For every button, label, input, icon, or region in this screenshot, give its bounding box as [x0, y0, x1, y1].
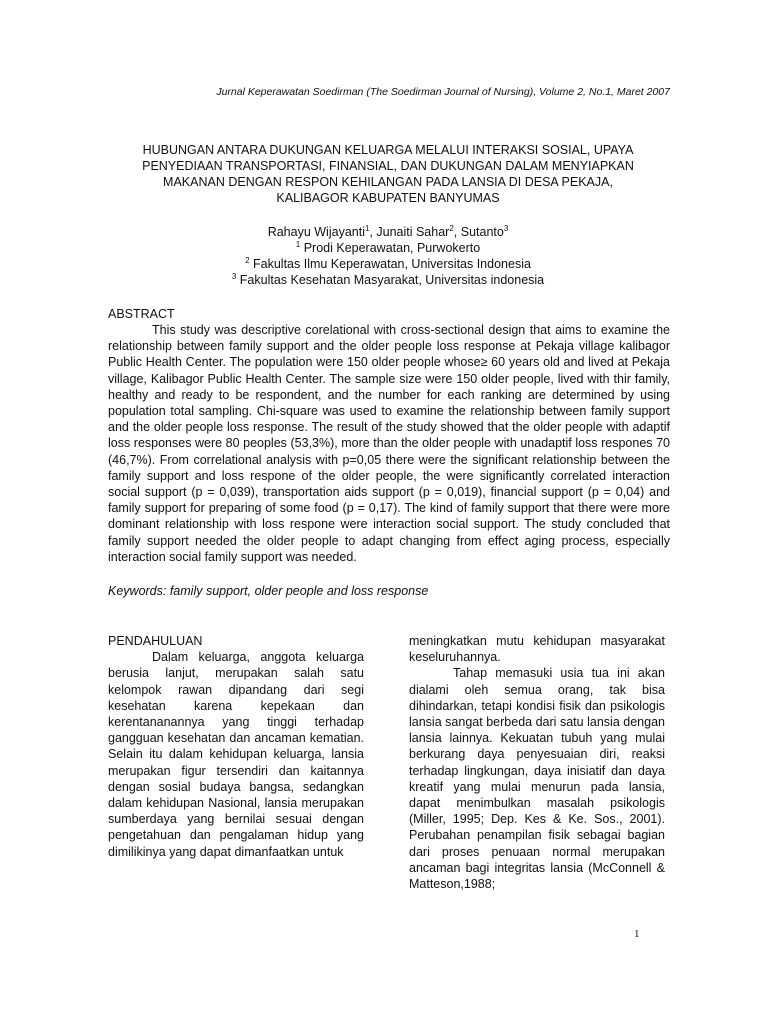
- author-block: [108, 224, 668, 288]
- author-name: Rahayu Wijayanti: [267, 225, 365, 239]
- author-superscript: 3: [503, 223, 509, 233]
- affiliation-text: Fakultas Kesehatan Masyarakat, Universitas indonesia: [236, 273, 545, 287]
- affiliation: [108, 240, 668, 256]
- title-line: PENYEDIAAN TRANSPORTASI, FINANSIAL, DAN DUKUNGAN DALAM MENYIAPKAN: [142, 159, 634, 173]
- author-superscript: 1: [364, 223, 370, 233]
- title-line: HUBUNGAN ANTARA DUKUNGAN KELUARGA MELALUI INTERAKSI SOSIAL, UPAYA: [142, 143, 634, 157]
- abstract-body: This study was descriptive corelational with cross-sectional design that aims to examine the relationship between family support and the older people loss response at Pekaja village kalibagor Public Health Center. The population were 150 older people whose≥ 60 years old and lived at Pekaja village, Kalibagor Public Health Center. The sample size were 150 older people, lived with thir family, healthy and ready to be respondent, and the number for each ranking are determined by using population total sampling. Chi-square was used to examine the relationship between family support and the older people loss response. The result of the study showed that the older people with adaptif loss responses were 80 peoples (53,3%), more than the older people with unadaptif loss respones 70 (46,7%). From correlational analysis with p=0,05 there were the significant relationship between the family support and loss respone of the older people, the were significantly correlated interaction social support (p = 0,039), transportation aids support (p = 0,019), financial support (p = 0,04) and family support for preparing of some food (p = 0,17). The kind of family support that there were more dominant relationship with loss respone were interaction social support. The study concluded that family support needed the older people to adapt changing from effect aging process, especially interaction social family support was needed.: [108, 323, 670, 564]
- affiliation: [108, 256, 668, 272]
- affiliation-text: Fakultas Ilmu Keperawatan, Universitas Indonesia: [249, 257, 531, 271]
- title-line: KALIBAGOR KABUPATEN BANYUMAS: [276, 191, 500, 205]
- author-superscript: 2: [449, 223, 454, 233]
- page-number: 1: [634, 928, 640, 940]
- right-column: [409, 633, 665, 892]
- affiliation-text: Prodi Keperawatan, Purwokerto: [300, 241, 481, 255]
- body-paragraph-continuation: meningkatkan mutu kehidupan masyarakat keseluruhannya.: [409, 634, 665, 665]
- affiliation-superscript: 2: [245, 255, 250, 265]
- affiliation-superscript: 1: [295, 239, 301, 249]
- affiliation-superscript: 3: [231, 271, 237, 281]
- body-paragraph: Dalam keluarga, anggota keluarga berusia lanjut, merupakan salah satu kelompok rawan dipandang dari segi kesehatan karena kepekaan dan kerentananannya yang tinggi terhadap gangguan kesehatan dan ancaman kematian. Selain itu dalam kehidupan keluarga, lansia merupakan figur tersendiri dan kaitannya dengan sosial budaya bangsa, sedangkan dalam kehidupan Nasional, lansia merupakan sumberdaya yang bernilai sesuai dengan pengetahuan dan pengalaman hidup yang dimilikinya yang dapat dimanfaatkan untuk: [108, 650, 364, 859]
- abstract-heading: ABSTRACT: [108, 307, 175, 321]
- author-name: , Sutanto: [453, 225, 504, 239]
- author-name: , Junaiti Sahar: [369, 225, 450, 239]
- article-title: [108, 142, 668, 206]
- journal-header: Jurnal Keperawatan Soedirman (The Soedirman Journal of Nursing), Volume 2, No.1, Maret 2007: [216, 86, 670, 98]
- left-column: [108, 633, 364, 860]
- body-paragraph: Tahap memasuki usia tua ini akan dialami oleh semua orang, tak bisa dihindarkan, tetapi kondisi fisik dan psikologis lansia sangat berbeda dari satu lansia dengan lansia lainnya. Kekuatan tubuh yang mulai berkurang daya penyesuaian diri, reaksi terhadap lingkungan, daya inisiatif dan daya kreatif yang mulai menurun pada lansia, dapat menimbulkan masalah psikologis (Miller, 1995; Dep. Kes & Ke. Sos., 2001). Perubahan penampilan fisik sebagai bagian dari proses penuaan normal merupakan ancaman bagi integritas lansia (McConnell & Matteson,1988;: [409, 666, 665, 892]
- affiliation: [108, 272, 668, 288]
- title-line: MAKANAN DENGAN RESPON KEHILANGAN PADA LANSIA DI DESA PEKAJA,: [163, 175, 613, 189]
- author-names: [108, 224, 668, 240]
- keywords: Keywords: family support, older people and loss response: [108, 584, 429, 598]
- section-heading: PENDAHULUAN: [108, 634, 203, 648]
